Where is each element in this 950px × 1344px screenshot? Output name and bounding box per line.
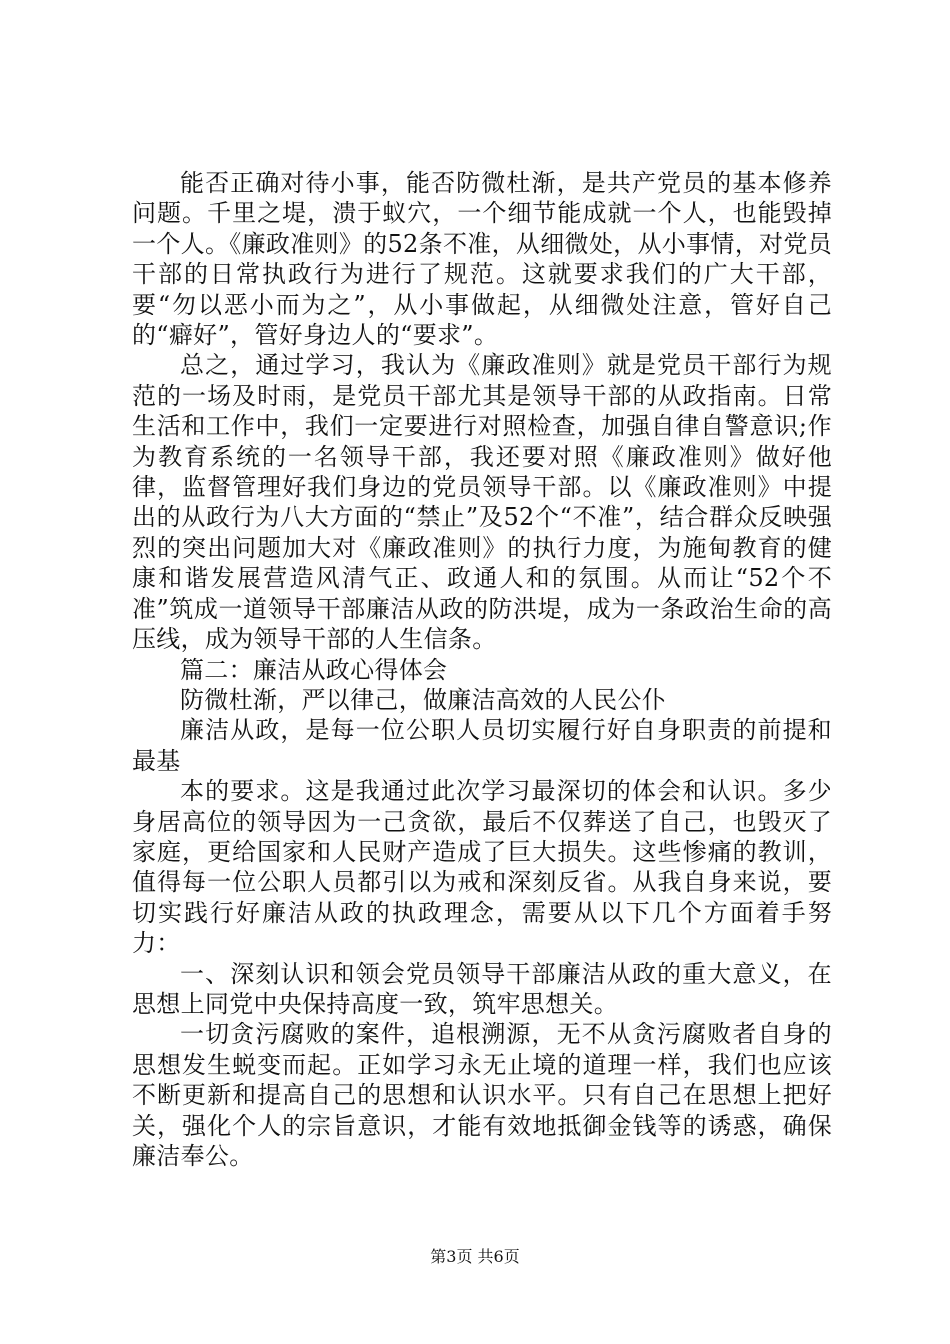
paragraph: 能否正确对待小事，能否防微杜渐，是共产党员的基本修养问题。千里之堤，溃于蚁穴，一个细节能成就一个人，也能毁掉一个人。《廉政准则》的52条不准，从细微处，从小事情，对党员干部的日常执政行为进行了规范。这就要求我们的广大干部，要“勿以恶小而为之”，从小事做起，从细微处注意，管好自己的“癖好”，管好身边人的“要求”。	[132, 169, 832, 350]
paragraph: 一切贪污腐败的案件，追根溯源，无不从贪污腐败者自身的思想发生蜕变而起。正如学习永无止境的道理一样，我们也应该不断更新和提高自己的思想和认识水平。只有自己在思想上把好关，强化个人的宗旨意识，才能有效地抵御金钱等的诱惑，确保廉洁奉公。	[132, 1020, 832, 1170]
document-body	[132, 168, 832, 1171]
paragraph: 一、深刻认识和领会党员领导干部廉洁从政的重大意义，在思想上同党中央保持高度一致，筑牢思想关。	[132, 959, 832, 1018]
paragraph: 总之，通过学习，我认为《廉政准则》就是党员干部行为规范的一场及时雨，是党员干部尤其是领导干部的从政指南。日常生活和工作中，我们一定要进行对照检查，加强自律自警意识;作为教育系统的一名领导干部，我还要对照《廉政准则》做好他律，监督管理好我们身边的党员领导干部。以《廉政准则》中提出的从政行为八大方面的“禁止”及52个“不准”，结合群众反映强烈的突出问题加大对《廉政准则》的执行力度，为施甸教育的健康和谐发展营造风清气正、政通人和的氛围。从而让“52个不准”筑成一道领导干部廉洁从政的防洪堤，成为一条政治生命的高压线，成为领导干部的人生信条。	[132, 351, 832, 654]
page-number-footer: 第3页 共6页	[430, 1247, 520, 1266]
section-heading: 篇二：廉洁从政心得体会	[180, 655, 448, 684]
section-subtitle: 防微杜渐，严以律己，做廉洁高效的人民公仆	[180, 685, 666, 714]
paragraph: 廉洁从政，是每一位公职人员切实履行好自身职责的前提和最基	[132, 716, 832, 775]
paragraph: 本的要求。这是我通过此次学习最深切的体会和认识。多少身居高位的领导因为一己贪欲，最后不仅葬送了自己，也毁灭了家庭，更给国家和人民财产造成了巨大损失。这些惨痛的教训，值得每一位公职人员都引以为戒和深刻反省。从我自身来说，要切实践行好廉洁从政的执政理念，需要从以下几个方面着手努力：	[132, 777, 832, 958]
